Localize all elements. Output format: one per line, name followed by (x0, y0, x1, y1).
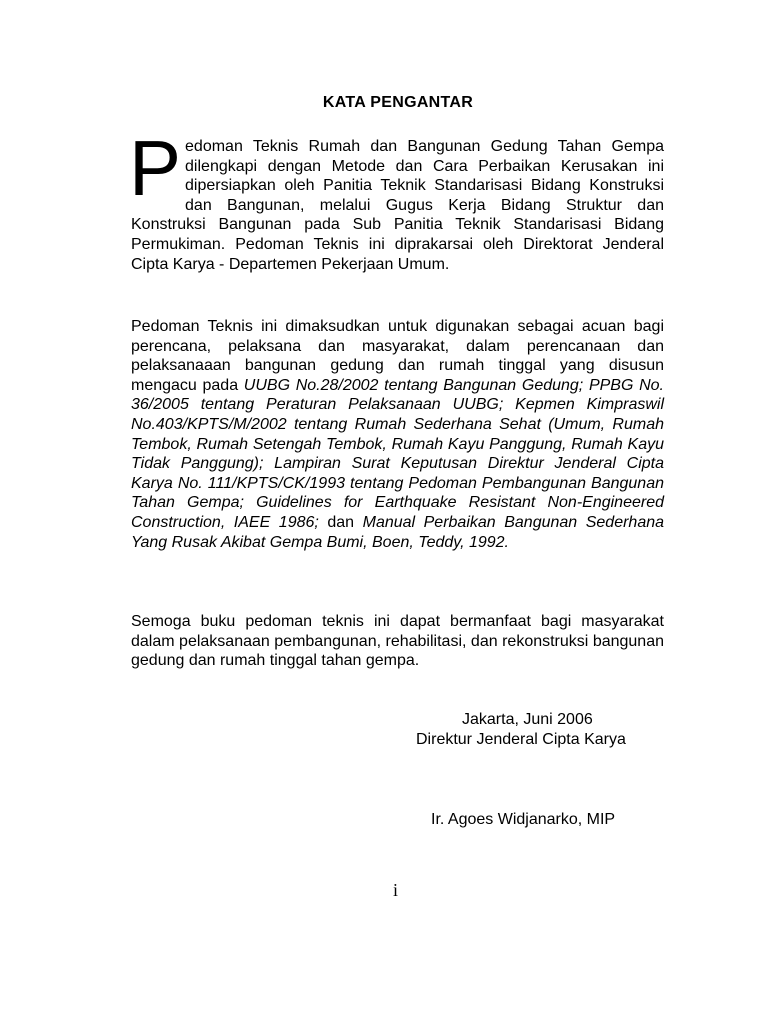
signature-place-date: Jakarta, Juni 2006 (462, 711, 593, 728)
page-title: KATA PENGANTAR (322, 94, 474, 111)
paragraph-purpose-lead: Pedoman Teknis ini dimaksudkan untuk digunakan sebagai acuan bagi perencana, pelaksana dan masyarakat, dalam perencanaan dan pelaksanaaan bangunan gedung dan rumah tinggal yang disusun mengacu pada (131, 318, 664, 394)
signature-name: Ir. Agoes Widjanarko, MIP (431, 811, 616, 828)
drop-cap-letter: P (129, 124, 182, 212)
paragraph-purpose-connector: dan (318, 513, 363, 531)
paragraph-purpose-references: UUBG No.28/2002 tentang Bangunan Gedung; PPBG No. 36/2005 tentang Peraturan Pelaksanaan UUBG; Kepmen Kimpraswil No.403/KPTS/M/2002 tentang Rumah Sederhana Sehat (Umum, Rumah Tembok, Rumah Setengah Tembok, Rumah Kayu Panggung, Rumah Kayu Tidak Panggung); Lampiran Surat Keputusan Direktur Jenderal Cipta Karya No. 111/KPTS/CK/1993 tentang Pedoman Pembangunan Bangunan Tahan Gempa; Guidelines for Earthquake Resistant Non-Engineered Construction, IAEE 1986; (131, 376, 664, 531)
paragraph-purpose-final-reference: Manual Perbaikan Bangunan Sederhana Yang Rusak Akibat Gempa Bumi, Boen, Teddy, 1992. (131, 513, 665, 551)
page-number: i (393, 880, 399, 900)
paragraph-introduction (129, 124, 664, 274)
paragraph-introduction-text: edoman Teknis Rumah dan Bangunan Gedung Tahan Gempa dilengkapi dengan Metode dan Cara Perbaikan Kerusakan ini dipersiapkan oleh Panitia Teknik Standarisasi Bidang Konstruksi dan Bangunan, melalui Gugus Kerja Bidang Struktur dan Konstruksi Bangunan pada Sub Panitia Teknik Standarisasi Bidang Permukiman. Pedoman Teknis ini diprakarsai oleh Direktorat Jenderal Cipta Karya - Departemen Pekerjaan Umum. (131, 138, 664, 273)
paragraph-closing: Semoga buku pedoman teknis ini dapat bermanfaat bagi masyarakat dalam pelaksanaan pembangunan, rehabilitasi, dan rekonstruksi bangunan gedung dan rumah tinggal tahan gempa. (131, 613, 664, 670)
signature-office: Direktur Jenderal Cipta Karya (416, 731, 626, 748)
paragraph-purpose (131, 317, 664, 552)
